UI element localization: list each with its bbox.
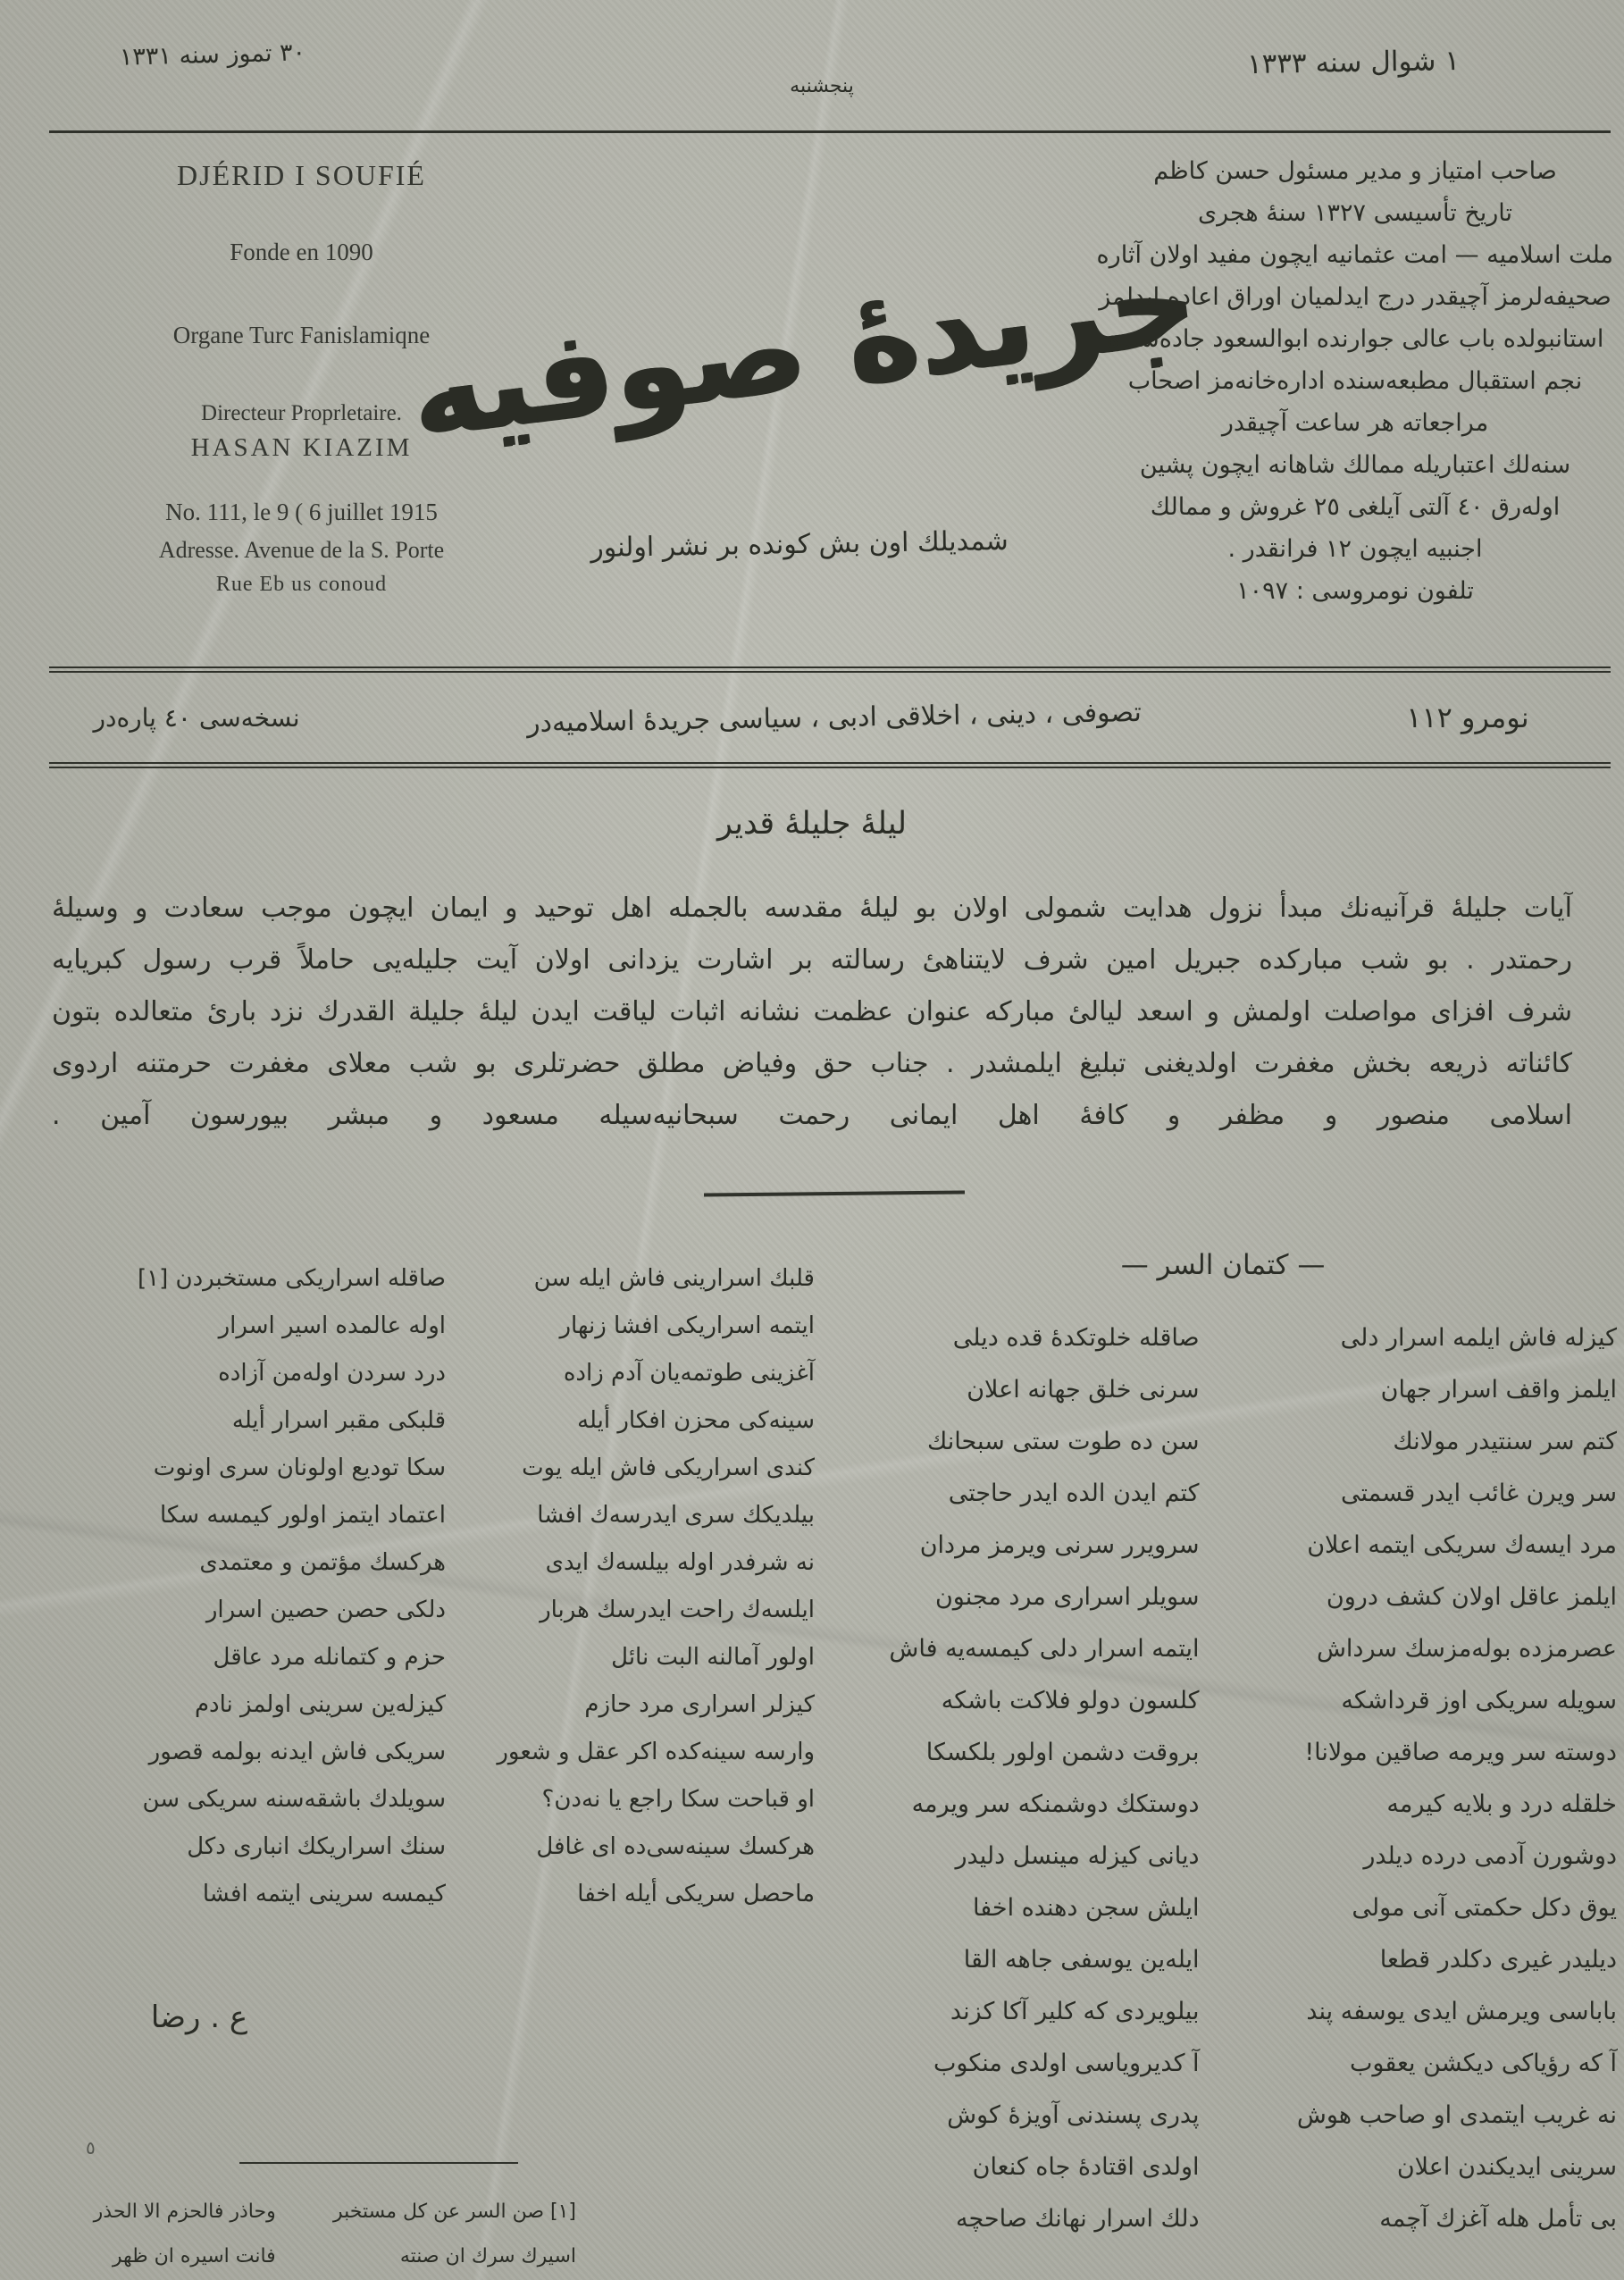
article-title: ليلهٔ جليلهٔ قدير [716, 806, 908, 842]
masthead-line: استانبولده باب عالى جوارنده ابوالسعود جاده‌سنده [1106, 325, 1604, 353]
poem-row [829, 2141, 1617, 2192]
paper-description: تصوفى ، دينى ، اخلاقى ادبى ، سياسى جريدهٔ اسلاميه‌در [526, 696, 1143, 739]
poem-row [829, 1933, 1617, 1985]
hemistich-left: سكا توديع اولونان سرى اونوت [153, 1454, 446, 1481]
masthead-line: صاحب امتياز و مدير مسئول حسن كاظم [1153, 157, 1557, 185]
poem-row [77, 1254, 815, 1302]
poem-title: — كتمان السر — [1120, 1249, 1326, 1281]
hemistich-left: كيمسه سرينى ايتمه افشا [202, 1880, 446, 1907]
article-line: كائناته ذريعه بخش مغفرت اولديغنى تبليغ ايلمشدر . جناب حق وفياض مطلق حضرتلرى بو شب معلاى مغفرت حرمتنه اردوى [52, 1048, 1572, 1079]
hemistich-left: سرنى خلق جهانه اعلان [967, 1375, 1200, 1404]
hemistich-left: كيزله‌ين سرينى اولمز نادم [194, 1690, 446, 1718]
hemistich-left: اعتماد ايتمز اولور كيمسه سكا [160, 1501, 446, 1529]
hemistich-left: ايتمه اسرار دلى كيمسه‌يه فاش [889, 1634, 1200, 1663]
address-line-2: Rue Eb us conoud [215, 573, 388, 596]
nameplate-calligraphy [403, 201, 1204, 505]
hemistich-right: ايلمز عاقل اولان كشف درون [1326, 1582, 1617, 1611]
issue-number-line: No. 111, le 9 ( 6 juillet 1915 [165, 499, 438, 525]
masthead-line: تلفون نومروسى : ١٠٩٧ [1236, 577, 1474, 605]
article-body [52, 883, 1572, 1142]
hemistich-right: ماحصل سريكى أيله اخفا [577, 1880, 815, 1907]
organ-line: Organe Turc Fanislamiqne [172, 322, 431, 348]
masthead-line: نجم استقبال مطبعه‌سنده اداره‌خانه‌مز اصحاب [1127, 367, 1583, 395]
hemistich-right: دوسته سر ويرمه صاقين مولانا! [1304, 1738, 1617, 1766]
director-label: Directeur Proprletaire. [201, 401, 402, 425]
hemistich-right: عصرمزده بوله‌مزسك سرداش [1316, 1634, 1617, 1663]
article-line: شرف افزاى مواصلت اولمش و اسعد ليالىٔ مباركه عنوان عظمت نشانه اثبات لياقت ايدن ليلهٔ جليلة القدرك نزد بارىٔ متعالده بتون [52, 996, 1572, 1027]
hemistich-left: درد سردن اوله‌من آزاده [218, 1359, 446, 1387]
hemistich-left: آ كديروياسى اولدى منكوب [933, 2049, 1200, 2077]
hemistich-right: باباسى ويرمش ايدى يوسفه پند [1306, 1997, 1617, 2025]
poem-row [829, 1985, 1617, 2037]
hemistich-right: بى تأمل هله آغزك آچمه [1379, 2204, 1617, 2233]
hemistich-left: ايله‌ين يوسفى جاهه القا [963, 1945, 1200, 1974]
hemistich-left: بروقت دشمن اولور بلكسكا [925, 1738, 1200, 1766]
masthead-line: اوله‌رق ٤٠ آلتى آيلغى ٢٥ غروش و ممالك [1150, 493, 1561, 521]
hemistich-right: آ كه رؤياكى ديكشن يعقوب [1350, 2049, 1617, 2077]
article-line: رحمتدر . بو شب مباركده جبريل امين شرف لايتناهىٔ رسالته بر اشارت يزدانى اولان آيت جليله‌يى حاملاً قرب رسول كبريايه [52, 944, 1572, 976]
hemistich-left: سريكى فاش ايدنه بولمه قصور [148, 1738, 446, 1765]
frequency-note: شمديلك اون بش كونده بر نشر اولنور [590, 524, 1009, 565]
date-hijri: ١ شوال سنه ١٣٣٣ [1246, 44, 1461, 81]
hemistich-left: دلكى حصن حصين اسرار [205, 1596, 446, 1623]
hemistich-right: يوق دكل حكمتى آنى مولى [1352, 1893, 1617, 1922]
poem-row [829, 1415, 1617, 1467]
poem-column-left [77, 1254, 815, 1917]
footnote-hemistich-left: وحاذر فالحزم الا الحذر [93, 2200, 276, 2223]
poem-row [77, 1349, 815, 1396]
hemistich-left: اوله عالمده اسير اسرار [218, 1312, 446, 1339]
poem-rows-left [77, 1254, 815, 1917]
hemistich-right: بيلديكك سرى ايدرسه‌ك افشا [537, 1501, 815, 1529]
hemistich-right: او قباحت سكا راجع يا نه‌دن؟ [541, 1785, 815, 1813]
poem-row [77, 1444, 815, 1491]
poem-row [829, 1312, 1617, 1363]
hemistich-left: پدرى پسندنى آويزهٔ كوش [947, 2100, 1200, 2129]
masthead-line: مراجعاته هر ساعت آچيقدر [1221, 409, 1489, 437]
poem-row [77, 1491, 815, 1538]
poem-row [829, 1363, 1617, 1415]
article-line: آيات جليلهٔ قرآنيه‌نك مبدأ نزول هدايت شمولى اولان بو ليلهٔ مقدسه بالجمله اهل توحيد و ايمان ايچون موجب سعادت و وسيلهٔ [52, 893, 1572, 924]
weekday-label: پنجشنبه [790, 75, 854, 97]
hemistich-right: خلقله درد و بلايه كيرمه [1386, 1790, 1617, 1818]
article-line: اسلامى منصور و مظفر و كافهٔ اهل ايمانى رحمت سبحانيه‌سيله مسعود و مبشر بيورسون آمين . [52, 1100, 1572, 1131]
poem-row [829, 1882, 1617, 1933]
hemistich-right: قلبك اسرارينى فاش ايله سن [533, 1264, 815, 1292]
hemistich-right: ايلسه‌ك راحت ايدرسك هربار [540, 1596, 815, 1623]
masthead-line: ملت اسلاميه — امت عثمانيه ايچون مفيد اولان آثاره [1096, 241, 1613, 269]
price-label: نسخه‌سى ٤٠ پاره‌در [93, 702, 300, 733]
hemistich-left: بيلويردى كه كلير آكا كزند [950, 1997, 1200, 2025]
masthead-line: صحيفه‌لرمز آچيقدر درج ايدلميان اوراق اعاده ايدلمز [1099, 283, 1611, 311]
hemistich-left: هركسك مؤتمن و معتمدى [199, 1548, 446, 1576]
hemistich-left: سويلر اسرارى مرد مجنون [934, 1582, 1200, 1611]
margin-mark: ٥ [86, 2137, 96, 2158]
poem-row [829, 1726, 1617, 1778]
hemistich-left: كتم ايدن الده ايدر حاجتى [948, 1479, 1200, 1507]
poem-rows-right [829, 1312, 1617, 2244]
hemistich-left: قلبكى مقبر اسرار أيله [231, 1406, 446, 1434]
poem-row [829, 1674, 1617, 1726]
poem-row [77, 1538, 815, 1586]
hemistich-right: مرد ايسه‌ك سريكى ايتمه اعلان [1307, 1530, 1617, 1559]
poem-row [77, 1775, 815, 1823]
hemistich-left: سرويرر سرنى ويرمز مردان [919, 1530, 1200, 1559]
hemistich-left: سنك اسراريكك انبارى دكل [187, 1832, 446, 1860]
hemistich-left: اولدى اقتادهٔ جاه كنعان [972, 2152, 1200, 2181]
paper-title-arabic: جريدهٔ صوفيه [403, 229, 1204, 466]
hemistich-right: دوشورن آدمى درده ديلدر [1363, 1841, 1617, 1870]
masthead-ottoman [1097, 150, 1613, 612]
hemistich-right: ايتمه اسراريكى افشا زنهار [559, 1312, 815, 1339]
footnote-row [49, 2189, 576, 2234]
poem-row [77, 1681, 815, 1728]
poem-row [829, 1778, 1617, 1830]
poem-row [77, 1823, 815, 1870]
hemistich-right: سينه‌كى محزن افكار أيله [577, 1406, 815, 1434]
hemistich-left: كلسون دولو فلاكت باشكه [941, 1686, 1200, 1714]
poem-row [77, 1633, 815, 1681]
hemistich-right: آغزينى طوتمه‌يان آدم زاده [563, 1359, 815, 1387]
poem-row [829, 1622, 1617, 1674]
section-divider [704, 1190, 965, 1196]
poem-row [77, 1586, 815, 1633]
hemistich-right: هركسك سينه‌سى‌ده اى غافل [536, 1832, 815, 1860]
director-name: HASAN KIAZIM [190, 433, 413, 462]
poem-row [77, 1302, 815, 1349]
footnote [49, 2189, 576, 2278]
hemistich-right: كيزلر اسرارى مرد حازم [584, 1690, 815, 1718]
hemistich-right: ديليدر غيرى دكلدر قطعا [1379, 1945, 1617, 1974]
poem-row [829, 1467, 1617, 1519]
hemistich-left: دلك اسرار نهانك صاحچه [956, 2204, 1200, 2233]
poem-row [77, 1396, 815, 1444]
masthead-line: تاريخ تأسيسى ١٣٢٧ سنهٔ هجرى [1197, 199, 1513, 227]
poem-row [829, 1571, 1617, 1622]
footnote-row [49, 2234, 576, 2278]
hemistich-right: نه غريب ايتمدى او صاحب هوش [1296, 2100, 1617, 2129]
hemistich-right: كتم سر سنتيدر مولانك [1393, 1427, 1617, 1455]
hemistich-left: دوستكك دوشمنكه سر ويرمه [911, 1790, 1200, 1818]
footnote-hemistich-left: فانت اسيره ان ظهر [112, 2244, 276, 2267]
hemistich-left: ديانى كيزله مينسل دليدر [955, 1841, 1200, 1870]
poem-row [77, 1870, 815, 1917]
author-signature: ع . رضا [150, 1999, 248, 2035]
masthead-line: اجنبيه ايچون ١٢ فرانقدر . [1227, 535, 1483, 563]
hemistich-left: حزم و كتمانله مرد عاقل [213, 1643, 446, 1671]
poem-row [829, 2037, 1617, 2089]
founded-line: Fonde en 1090 [230, 239, 373, 265]
issue-number-ottoman: نومرو ١١٢ [1406, 700, 1529, 734]
hemistich-right: كيزله فاش ايلمه اسرار دلى [1340, 1323, 1617, 1352]
footnote-rule [239, 2162, 518, 2164]
poem-row [829, 2089, 1617, 2141]
hemistich-right: سويله سريكى اوز قرداشكه [1341, 1686, 1617, 1714]
hemistich-left: سويلدك باشقه‌سنه سريكى سن [142, 1785, 446, 1813]
hemistich-right: وارسه سينه‌كده اكر عقل و شعور [497, 1738, 815, 1765]
hemistich-right: كندى اسراريكى فاش ايله يوت [522, 1454, 815, 1481]
poem-column-right [829, 1249, 1617, 2244]
date-rumi: ٣٠ تموز سنه ١٣٣١ [119, 38, 306, 71]
hemistich-right: اولور آمالنه البت نائل [611, 1643, 815, 1671]
footnote-hemistich-right: [١] صن السر عن كل مستخبر [332, 2200, 576, 2223]
poem-row [829, 1830, 1617, 1882]
poem-row [829, 1519, 1617, 1571]
hemistich-right: ايلمز واقف اسرار جهان [1380, 1375, 1617, 1404]
hemistich-left: سن ده طوت ستى سبحانك [927, 1427, 1200, 1455]
poem-row [829, 2192, 1617, 2244]
poem-row [77, 1728, 815, 1775]
hemistich-right: سرينى ايديكندن اعلان [1396, 2152, 1617, 2181]
hemistich-left: ايلش سجن دهنده اخفا [973, 1893, 1200, 1922]
hemistich-right: نه شرفدر اوله بيلسه‌ك ايدى [545, 1548, 815, 1576]
address-line-1: Adresse. Avenue de la S. Porte [158, 537, 445, 563]
hemistich-left: صاقله خلوتكدهٔ قده ديلى [952, 1323, 1200, 1352]
hemistich-right: سر ويرن غائب ايدر قسمتى [1341, 1479, 1617, 1507]
info-band [49, 666, 1611, 768]
footnote-hemistich-right: اسيرك سرك ان صنته [399, 2244, 576, 2267]
paper-title-latin: DJÉRID I SOUFIÉ [177, 159, 426, 191]
top-rule [49, 130, 1611, 133]
hemistich-left: صاقله اسراريكى مستخبردن [١] [137, 1264, 446, 1292]
masthead-line: سنه‌لك اعتباريله ممالك شاهانه ايچون پشين [1139, 451, 1571, 479]
